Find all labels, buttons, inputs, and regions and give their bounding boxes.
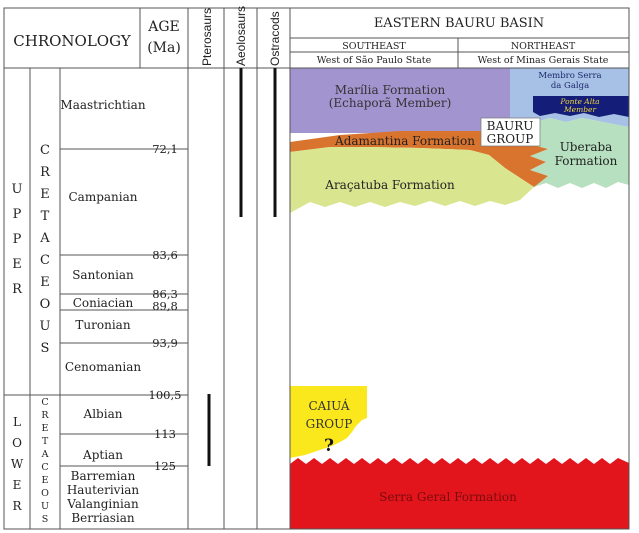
upper-cretaceous-letter: S [40, 341, 50, 356]
bauru-group-sublabel: GROUP [486, 132, 534, 146]
aeolosaurs-header: Aeolosaurs [234, 5, 248, 66]
serra-da-galga-label: Membro Serra [538, 71, 602, 81]
southeast-label: SOUTHEAST [342, 41, 406, 52]
lower-cretaceous-letter: U [40, 501, 50, 512]
stage-albian: Albian [83, 407, 123, 421]
lower-letter: L [13, 415, 21, 429]
northeast-sublabel: West of Minas Gerais State [477, 55, 609, 66]
bauru-group-label: BAURU [486, 119, 534, 133]
age-label: 83,6 [152, 248, 178, 262]
lower-cretaceous-letter: C [41, 462, 49, 473]
lower-cretaceous-letter: E [41, 475, 49, 486]
upper-letter: E [12, 257, 22, 272]
lower-letter: O [12, 436, 22, 450]
southeast-sublabel: West of São Paulo State [316, 55, 432, 66]
upper-cretaceous-letter: R [40, 165, 50, 180]
lower-letter: W [10, 457, 24, 471]
upper-cretaceous-letter: E [40, 187, 50, 202]
caiua-group-sublabel: GROUP [305, 417, 353, 431]
stage-barremian: Barremian [70, 469, 136, 483]
stage-coniacian: Coniacian [72, 296, 134, 310]
age-label: 125 [154, 459, 176, 473]
upper-cretaceous-letter: T [40, 209, 50, 224]
age-label: 86,3 [152, 287, 178, 301]
age-label: 113 [154, 427, 176, 441]
lower-letter: E [12, 478, 22, 492]
upper-letter: U [11, 182, 23, 197]
upper-cretaceous-letter: E [40, 275, 50, 290]
uberaba-formation-label: Uberaba [559, 140, 613, 154]
stage-campanian: Campanian [68, 190, 138, 204]
age-label: 93,9 [152, 336, 178, 350]
stage-turonian: Turonian [75, 318, 131, 332]
uberaba-formation-sublabel: Formation [554, 154, 618, 168]
upper-cretaceous-letter: U [39, 319, 51, 334]
lower-cretaceous-letter: O [41, 488, 49, 499]
upper-cretaceous-letter: C [40, 143, 50, 158]
ostracods-header: Ostracods [268, 11, 282, 66]
upper-letter: R [12, 282, 22, 297]
stage-cenomanian: Cenomanian [64, 360, 142, 374]
stage-valanginian: Valanginian [67, 497, 139, 511]
marilia-formation-label: Marília Formation [334, 83, 446, 97]
stage-berriasian: Berriasian [71, 511, 135, 525]
lower-cretaceous-letter: R [41, 410, 49, 421]
lower-cretaceous-letter: S [41, 514, 49, 525]
pterosaurs-header: Pterosaurs [200, 7, 214, 66]
stage-aptian: Aptian [83, 448, 123, 462]
serra-da-galga-sublabel: da Galga [550, 81, 590, 91]
upper-letter: P [12, 207, 22, 222]
stage-maastrichtian: Maastrichtian [60, 98, 146, 112]
adamantina-formation-label: Adamantina Formation [335, 134, 475, 148]
age-unit-header: (Ma) [147, 40, 181, 56]
age-label: 72,1 [152, 142, 178, 156]
upper-cretaceous-letter: O [39, 297, 51, 312]
age-header: AGE [148, 19, 180, 35]
lower-cretaceous-letter: E [41, 423, 49, 434]
serra-geral-formation-label: Serra Geral Formation [379, 490, 517, 504]
upper-letter: P [12, 232, 22, 247]
age-label: 100,5 [148, 388, 182, 402]
aracatuba-formation-label: Araçatuba Formation [325, 178, 455, 192]
upper-cretaceous-letter: A [40, 231, 50, 246]
northeast-label: NORTHEAST [510, 41, 576, 52]
lower-letter: R [12, 499, 22, 513]
lower-cretaceous-letter: T [41, 436, 49, 447]
marilia-formation-sublabel: (Echaporã Member) [328, 96, 452, 110]
lower-cretaceous-letter: C [41, 397, 49, 408]
stage-santonian: Santonian [72, 268, 134, 282]
ponte-alta-label: Ponte Alta [560, 97, 600, 106]
caiua-group-label: CAIUÁ [308, 399, 350, 413]
basin-title: EASTERN BAURU BASIN [373, 16, 545, 31]
lower-cretaceous-letter: A [41, 449, 49, 460]
age-label: 89,8 [152, 299, 178, 313]
stage-hauterivian: Hauterivian [66, 483, 140, 497]
ponte-alta-sublabel: Member [563, 105, 597, 114]
upper-cretaceous-letter: C [40, 253, 50, 268]
caiua-uncertainty-mark: ? [324, 436, 334, 456]
chronology-header: CHRONOLOGY [13, 32, 131, 50]
